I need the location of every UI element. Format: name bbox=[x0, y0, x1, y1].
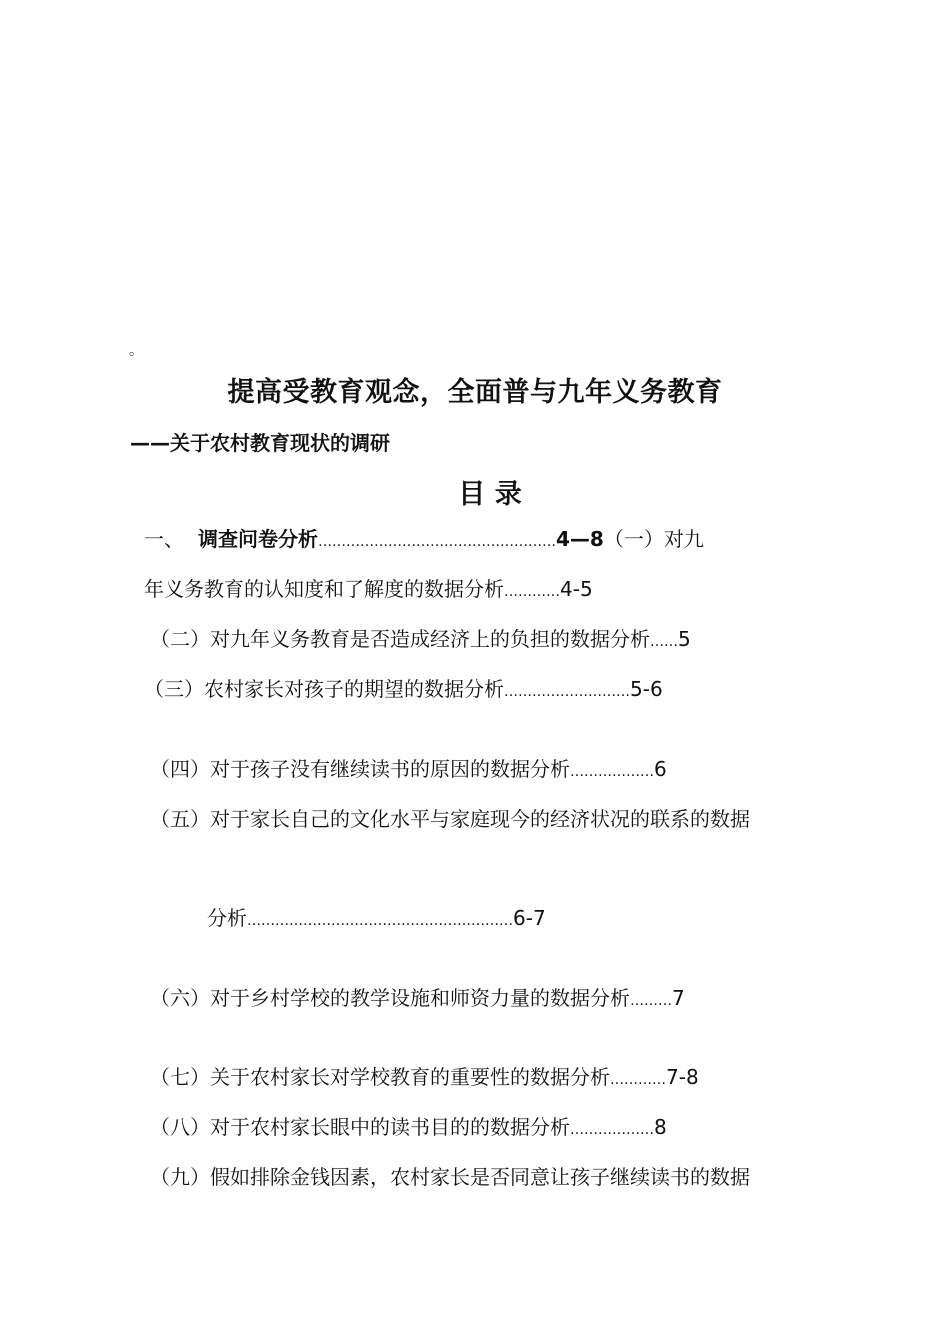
toc-heading bbox=[0, 472, 950, 511]
toc-page-range: 6 bbox=[654, 757, 667, 781]
toc-entry-label: （六）对于乡村学校的教学设施和师资力量的数据分析 bbox=[150, 986, 630, 1010]
toc-section-number: 一、 bbox=[144, 527, 184, 551]
toc-leader: ……… bbox=[630, 993, 672, 1009]
toc-leader: …………………………………………… bbox=[318, 534, 556, 550]
toc-page-range: 8 bbox=[654, 1115, 667, 1139]
toc-section-label: 调查问卷分析 bbox=[198, 527, 318, 551]
toc-page-range: 6-7 bbox=[513, 906, 546, 930]
toc-page-range: 4—8 bbox=[556, 527, 604, 551]
toc-entry-5-continued bbox=[207, 904, 546, 935]
toc-entry-5 bbox=[150, 805, 750, 833]
toc-entry-1 bbox=[144, 575, 593, 606]
toc-page-range: 7-8 bbox=[666, 1065, 699, 1089]
toc-leader: ………………………………………………… bbox=[247, 913, 513, 929]
document-title: 提高受教育观念，全面普与九年义务教育 bbox=[227, 377, 723, 408]
toc-entry-9 bbox=[150, 1163, 750, 1191]
toc-heading-char-2: 录 bbox=[494, 479, 522, 510]
stray-mark: 。 bbox=[129, 343, 143, 359]
toc-entry-2 bbox=[150, 625, 691, 656]
toc-leader: ………… bbox=[610, 1072, 666, 1088]
toc-entry-6 bbox=[150, 984, 685, 1015]
toc-entry-label: 年义务教育的认知度和了解度的数据分析 bbox=[144, 577, 504, 601]
toc-entry-7 bbox=[150, 1063, 699, 1094]
toc-leader: …… bbox=[650, 634, 678, 650]
toc-entry-1-start: （一）对九 bbox=[603, 527, 704, 551]
toc-page-range: 5 bbox=[678, 627, 691, 651]
toc-heading-char-1: 目 bbox=[458, 479, 486, 510]
toc-entry-label: （三）农村家长对孩子的期望的数据分析 bbox=[144, 677, 504, 701]
toc-entry-label: （八）对于农村家长眼中的读书目的的数据分析 bbox=[150, 1115, 570, 1139]
toc-entry-label: （九）假如排除金钱因素，农村家长是否同意让孩子继续读书的数据 bbox=[150, 1165, 750, 1189]
toc-entry-3 bbox=[144, 675, 663, 706]
toc-leader: ……………………… bbox=[504, 684, 630, 700]
toc-entry-label: （四）对于孩子没有继续读书的原因的数据分析 bbox=[150, 757, 570, 781]
toc-entry-8 bbox=[150, 1113, 667, 1144]
toc-entry-4 bbox=[150, 755, 667, 786]
toc-page-range: 4-5 bbox=[560, 577, 593, 601]
toc-leader: ……………… bbox=[570, 764, 654, 780]
toc-page-range: 5-6 bbox=[630, 677, 663, 701]
toc-leader: ………… bbox=[504, 584, 560, 600]
toc-entry-label: （七）关于农村家长对学校教育的重要性的数据分析 bbox=[150, 1065, 610, 1089]
toc-entry-section-1 bbox=[144, 525, 704, 556]
document-subtitle: ——关于农村教育现状的调研 bbox=[130, 431, 390, 455]
toc-entry-label: 分析 bbox=[207, 906, 247, 930]
toc-entry-label: （二）对九年义务教育是否造成经济上的负担的数据分析 bbox=[150, 627, 650, 651]
toc-page-range: 7 bbox=[672, 986, 685, 1010]
toc-leader: ……………… bbox=[570, 1122, 654, 1138]
toc-entry-label: （五）对于家长自己的文化水平与家庭现今的经济状况的联系的数据 bbox=[150, 807, 750, 831]
